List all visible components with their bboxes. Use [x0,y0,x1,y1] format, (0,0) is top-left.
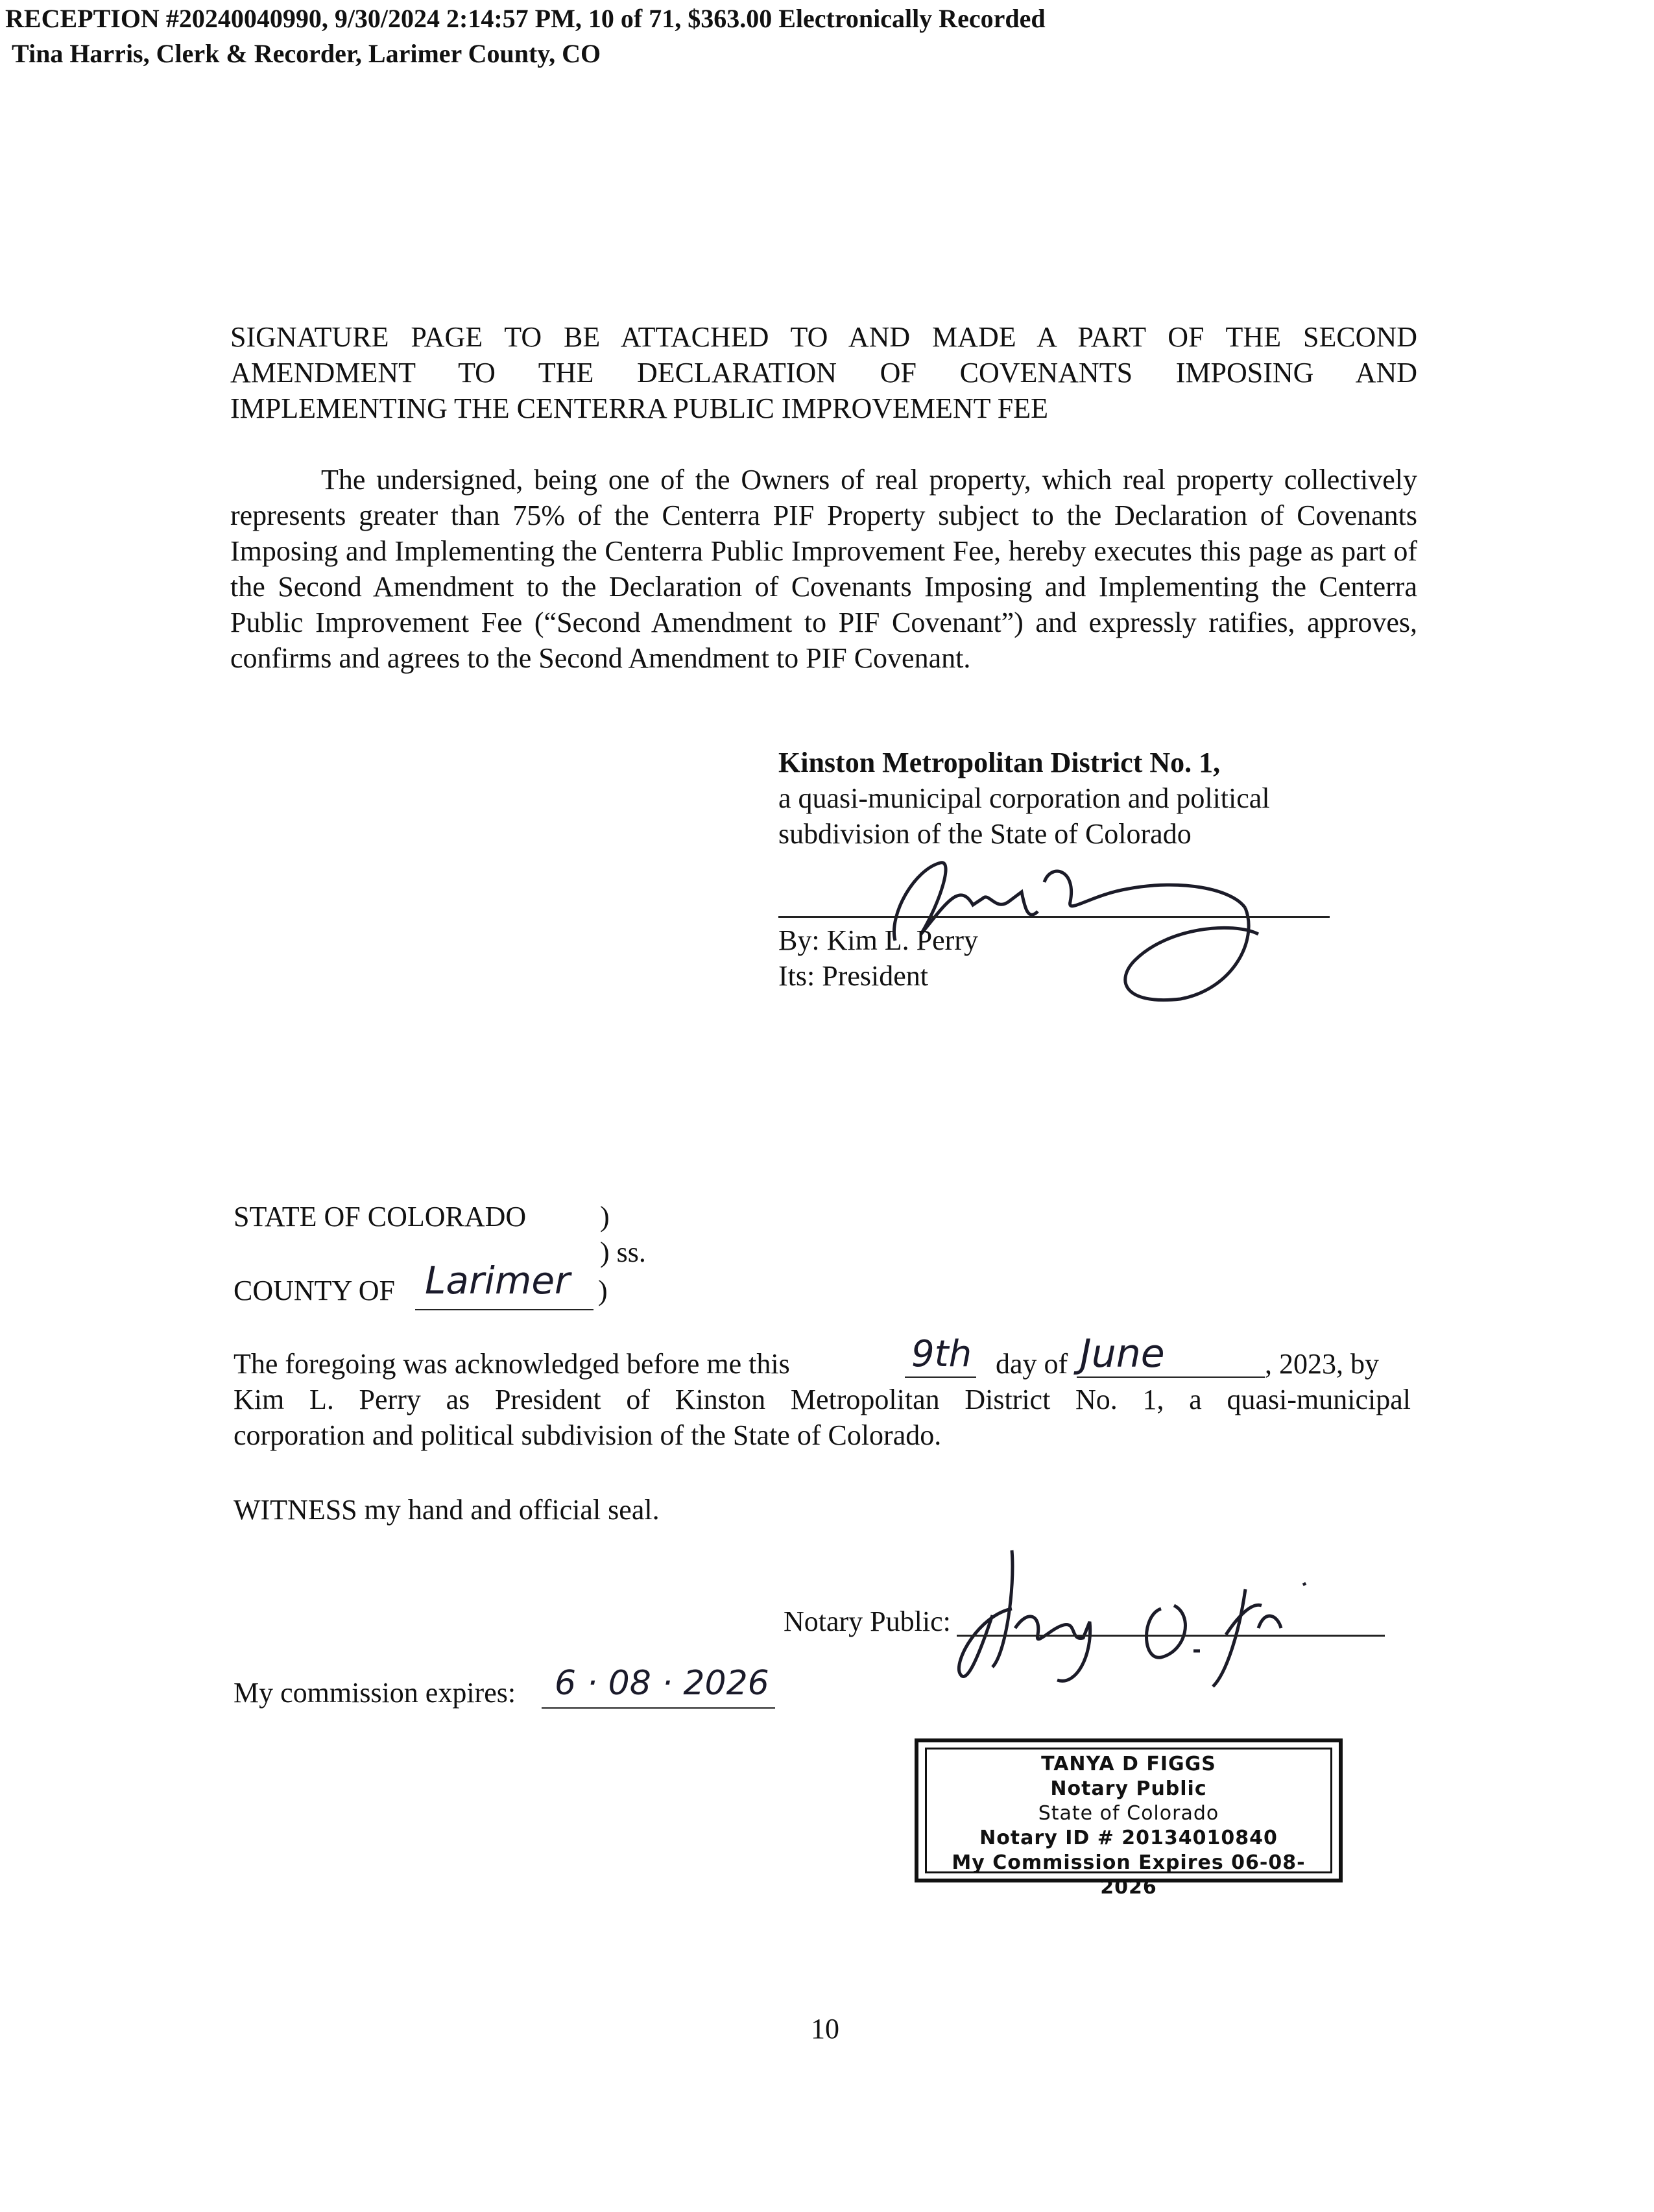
title-line2: AMENDMENT TO THE DECLARATION OF COVENANTS IMPOSING AND [230,357,1417,389]
ack-day: 9th [911,1333,972,1375]
stamp-id: Notary ID # 20134010840 [979,1827,1278,1849]
venue-county-value: Larimer [425,1258,570,1303]
commission-label: My commission expires: [234,1677,516,1709]
venue-county-label: COUNTY OF [234,1275,395,1306]
venue-county-paren: ) [598,1275,608,1306]
body-paragraph: The undersigned, being one of the Owners of real property, which real property collectively represents greater than 75% of the Centerra PIF Property subject to the Declaration of Covenants Imposing and Implementing the Centerra Public Improvement Fee, hereby executes this page as part of the Second Amendment to the Declaration of Covenants Imposing and Implementing the Centerra Public Improvement Fee (“Second Amendment to PIF Covenant”) and expressly ratifies, approves, confirms and agrees to the Second Amendment to PIF Covenant. [230,464,1417,674]
stamp-state: State of Colorado [1038,1802,1219,1825]
ack-line2: Kim L. Perry as President of Kinston Metropolitan District No. 1, a quasi-municipal [234,1384,1411,1415]
commission-value: 6 · 08 · 2026 [555,1664,769,1703]
venue-state: STATE OF COLORADO [234,1201,527,1232]
recording-header-line1: RECEPTION #20240040990, 9/30/2024 2:14:57 PM, 10 of 71, $363.00 Electronically Recorded [5,4,1046,33]
ack-day-underline [905,1376,976,1378]
signatory-by: By: Kim L. Perry [778,924,978,956]
ack-part1: The foregoing was acknowledged before me this [234,1348,790,1380]
ack-line3: corporation and political subdivision of the State of Colorado. [234,1419,942,1451]
stamp-title: Notary Public [1050,1777,1207,1800]
signatory-entity: Kinston Metropolitan District No. 1, [778,747,1221,778]
signature-line [778,916,1330,918]
stamp-expires: My Commission Expires 06-08-2026 [952,1851,1306,1899]
ack-part3: , 2023, by [1265,1348,1379,1380]
recording-header-line2: Tina Harris, Clerk & Recorder, Larimer County, CO [12,39,601,68]
witness-text: WITNESS my hand and official seal. [234,1494,660,1526]
ack-part2: day of [996,1348,1068,1380]
notary-signature-line [957,1635,1385,1637]
stamp-name: TANYA D FIGGS [1041,1753,1216,1775]
venue-ss: ) ss. [600,1236,646,1268]
title-line1: SIGNATURE PAGE TO BE ATTACHED TO AND MADE A PART OF THE SECOND [230,321,1417,353]
title-line3: IMPLEMENTING THE CENTERRA PUBLIC IMPROVEMENT FEE [230,392,1048,424]
ack-month-underline [1077,1376,1265,1378]
commission-underline [542,1707,775,1709]
notary-signature [953,1537,1395,1693]
ack-month: June [1080,1331,1165,1376]
notary-public-label: Notary Public: [784,1605,951,1637]
signatory-desc1: a quasi-municipal corporation and political [778,782,1270,814]
venue-state-paren: ) [600,1201,610,1232]
page-number: 10 [811,2013,839,2045]
signatory-its: Its: President [778,960,928,992]
county-underline [415,1309,593,1310]
notary-stamp [915,1738,1343,1899]
signatory-desc2: subdivision of the State of Colorado [778,818,1192,850]
